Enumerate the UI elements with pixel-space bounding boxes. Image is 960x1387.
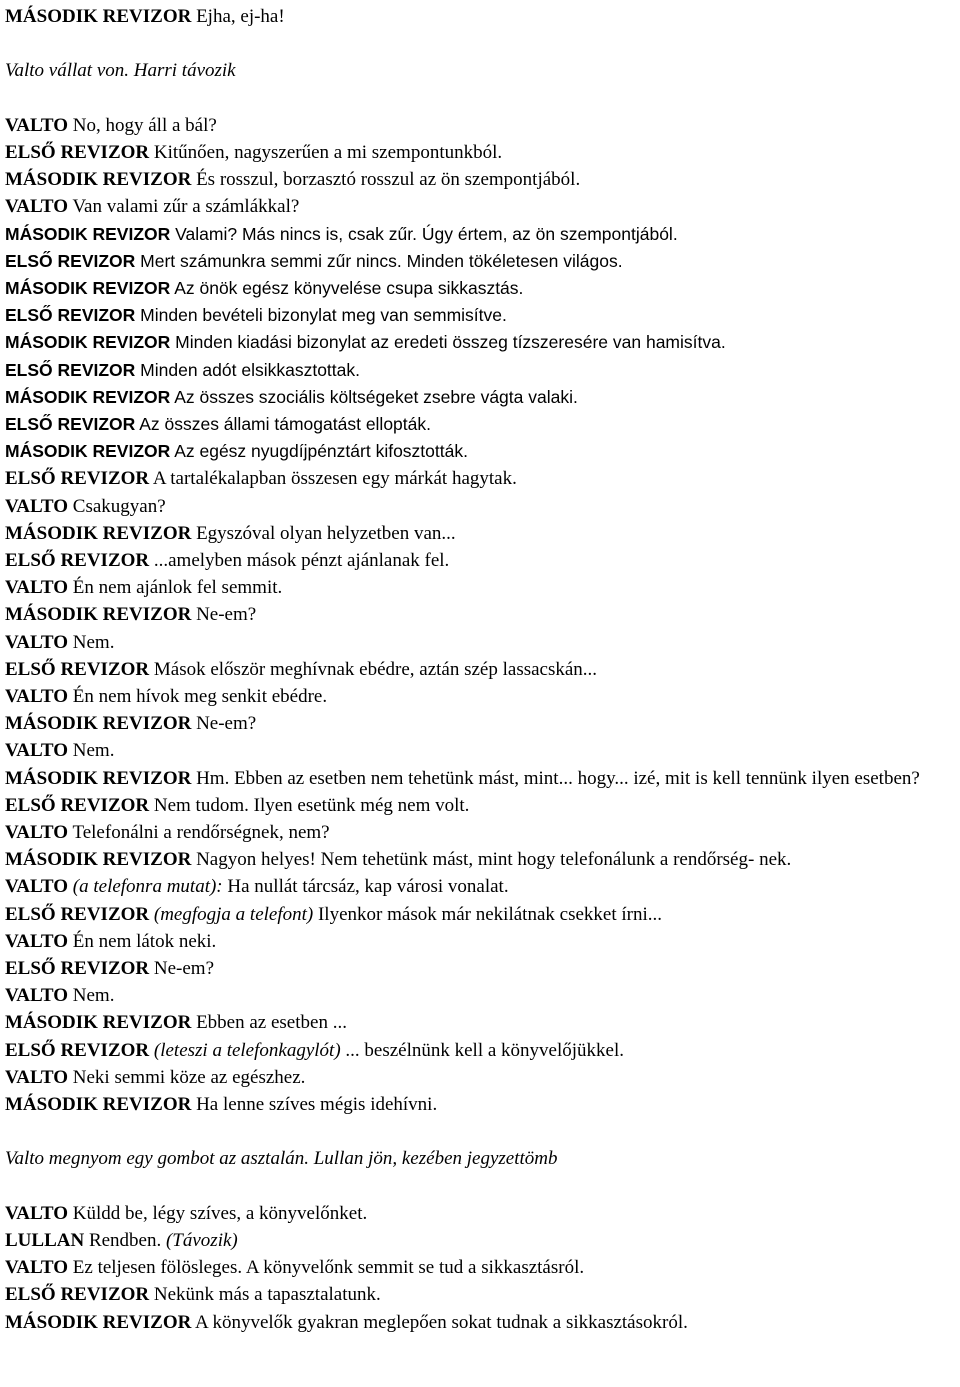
dialogue-line: [5, 221, 957, 248]
dialogue-text: Minden kiadási bizonylat az eredeti összeg tízszeresére van hamisítva.: [170, 332, 726, 353]
dialogue-line: [5, 520, 957, 547]
dialogue-line: [5, 1009, 957, 1036]
speaker-name: ELSŐ REVIZOR: [5, 658, 150, 680]
speaker-name: ELSŐ REVIZOR: [5, 359, 136, 380]
dialogue-text: Én nem hívok meg senkit ebédre.: [68, 686, 328, 708]
speaker-name: VALTO: [5, 822, 69, 844]
dialogue-text: Nem.: [68, 985, 115, 1007]
speaker-name: MÁSODIK REVIZOR: [5, 1012, 192, 1034]
dialogue-text: Kitűnően, nagyszerűen a mi szempontunkból.: [149, 141, 503, 163]
dialogue-line: [5, 329, 957, 356]
dialogue-text: Az összes szociális költségeket zsebre vágta valaki.: [170, 386, 578, 407]
blank-line: [5, 85, 957, 112]
dialogue-line: [5, 710, 957, 737]
dialogue-line: [5, 139, 957, 166]
stage-direction-text: Valto vállat von. Harri távozik: [5, 60, 236, 82]
dialogue-text: Ebben az esetben ...: [191, 1012, 347, 1034]
dialogue-line: [5, 656, 957, 683]
dialogue-line: [5, 928, 957, 955]
dialogue-text: Az önök egész könyvelése csupa sikkasztás.: [170, 278, 524, 298]
dialogue-text: Ne-em?: [191, 604, 257, 626]
speaker-name: MÁSODIK REVIZOR: [5, 169, 192, 191]
speaker-name: MÁSODIK REVIZOR: [5, 223, 171, 244]
dialogue-line: [5, 112, 957, 139]
speaker-name: ELSŐ REVIZOR: [5, 468, 150, 490]
dialogue-line: [5, 465, 957, 492]
dialogue-text: Nem tudom. Ilyen esetünk még nem volt.: [149, 794, 470, 816]
dialogue-text: Nem.: [68, 631, 115, 653]
dialogue-text: Ha nullát tárcsáz, kap városi vonalat.: [222, 876, 509, 898]
stage-direction-inline: (leteszi a telefonkagylót): [149, 1039, 341, 1061]
dialogue-text: Nekünk más a tapasztalatunk.: [149, 1284, 381, 1306]
dialogue-line: [5, 438, 957, 465]
dialogue-line: [5, 384, 957, 411]
dialogue-text: Minden bevételi bizonylat meg van semmisítve.: [135, 305, 507, 326]
speaker-name: MÁSODIK REVIZOR: [5, 849, 192, 871]
speaker-name: VALTO: [5, 1202, 69, 1224]
dialogue-line: [5, 193, 957, 220]
speaker-name: ELSŐ REVIZOR: [5, 1039, 150, 1061]
blank-line: [5, 30, 957, 57]
dialogue-line: [5, 547, 957, 574]
speaker-name: VALTO: [5, 114, 69, 136]
dialogue-text: Nem.: [68, 740, 115, 762]
dialogue-line: [5, 1309, 957, 1336]
blank-line: [5, 1173, 957, 1200]
dialogue-line: [5, 3, 957, 30]
dialogue-text: Rendben.: [84, 1230, 162, 1252]
dialogue-text: Mások először meghívnak ebédre, aztán szép lassacskán...: [149, 658, 598, 680]
speaker-name: VALTO: [5, 1257, 69, 1279]
dialogue-text: Csakugyan?: [68, 495, 166, 517]
speaker-name: ELSŐ REVIZOR: [5, 550, 150, 572]
speaker-name: ELSŐ REVIZOR: [5, 1284, 150, 1306]
dialogue-line: [5, 955, 957, 982]
stage-direction-inline: (a telefonra mutat):: [68, 876, 223, 898]
dialogue-line: [5, 1281, 957, 1308]
speaker-name: MÁSODIK REVIZOR: [5, 713, 192, 735]
dialogue-line: [5, 411, 957, 438]
dialogue-line: [5, 1227, 957, 1254]
speaker-name: ELSŐ REVIZOR: [5, 250, 136, 271]
dialogue-text: ...amelyben mások pénzt ajánlanak fel.: [149, 550, 450, 572]
dialogue-line: [5, 683, 957, 710]
dialogue-line: [5, 765, 957, 792]
dialogue-line: [5, 357, 957, 384]
dialogue-line: [5, 574, 957, 601]
speaker-name: MÁSODIK REVIZOR: [5, 522, 192, 544]
dialogue-text: És rosszul, borzasztó rosszul az ön szempontjából.: [191, 169, 581, 191]
speaker-name: MÁSODIK REVIZOR: [5, 278, 171, 298]
speaker-name: ELSŐ REVIZOR: [5, 414, 136, 435]
speaker-name: VALTO: [5, 930, 69, 952]
speaker-name: MÁSODIK REVIZOR: [5, 441, 171, 462]
dialogue-text: A könyvelők gyakran meglepően sokat tudnak a sikkasztásokról.: [191, 1311, 688, 1333]
dialogue-line: [5, 629, 957, 656]
speaker-name: MÁSODIK REVIZOR: [5, 767, 192, 789]
dialogue-text: Ne-em?: [149, 958, 215, 980]
dialogue-line: [5, 1200, 957, 1227]
dialogue-text: Neki semmi köze az egészhez.: [68, 1066, 306, 1088]
dialogue-text: Mert számunkra semmi zűr nincs. Minden tökéletesen világos.: [135, 250, 623, 271]
dialogue-text: Ejha, ej-ha!: [191, 6, 285, 27]
dialogue-line: [5, 166, 957, 193]
speaker-name: MÁSODIK REVIZOR: [5, 6, 192, 27]
speaker-name: MÁSODIK REVIZOR: [5, 604, 192, 626]
speaker-name: ELSŐ REVIZOR: [5, 141, 150, 163]
dialogue-text: Hm. Ebben az esetben nem tehetünk mást, mint... hogy... izé, mit is kell tennünk ilyen esetben?: [191, 767, 920, 789]
speaker-name: ELSŐ REVIZOR: [5, 305, 136, 326]
dialogue-text: Ilyenkor mások már nekilátnak csekket írni...: [313, 903, 662, 925]
stage-direction: [5, 1145, 957, 1172]
dialogue-line: [5, 982, 957, 1009]
dialogue-line: [5, 1037, 957, 1064]
stage-direction-inline: (megfogja a telefont): [149, 903, 314, 925]
speaker-name: VALTO: [5, 985, 69, 1007]
dialogue-text: Egyszóval olyan helyzetben van...: [191, 522, 456, 544]
speaker-name: VALTO: [5, 631, 69, 653]
speaker-name: ELSŐ REVIZOR: [5, 903, 150, 925]
dialogue-text: A tartalékalapban összesen egy márkát hagytak.: [149, 468, 517, 490]
dialogue-text: Küldd be, légy szíves, a könyvelőnket.: [68, 1202, 368, 1224]
dialogue-text: Van valami zűr a számlákkal?: [68, 196, 300, 218]
dialogue-text: Én nem ajánlok fel semmit.: [68, 577, 283, 599]
speaker-name: VALTO: [5, 876, 69, 898]
dialogue-text: No, hogy áll a bál?: [68, 114, 217, 136]
speaker-name: VALTO: [5, 196, 69, 218]
speaker-name: VALTO: [5, 577, 69, 599]
dialogue-line: [5, 846, 957, 873]
dialogue-text: Én nem látok neki.: [68, 930, 217, 952]
dialogue-text: Az összes állami támogatást ellopták.: [135, 414, 431, 435]
speaker-name: MÁSODIK REVIZOR: [5, 332, 171, 353]
stage-direction-inline: (Távozik): [161, 1230, 238, 1252]
blank-line: [5, 1118, 957, 1145]
dialogue-line: [5, 737, 957, 764]
dialogue-line: [5, 302, 957, 329]
dialogue-text: Valami? Más nincs is, csak zűr. Úgy értem, az ön szempontjából.: [170, 223, 678, 244]
speaker-name: LULLAN: [5, 1230, 85, 1252]
dialogue-line: [5, 1254, 957, 1281]
dialogue-text: Ha lenne szíves mégis idehívni.: [191, 1094, 438, 1116]
dialogue-line: [5, 493, 957, 520]
dialogue-line: [5, 819, 957, 846]
speaker-name: VALTO: [5, 686, 69, 708]
stage-direction: [5, 57, 957, 84]
speaker-name: ELSŐ REVIZOR: [5, 958, 150, 980]
speaker-name: VALTO: [5, 1066, 69, 1088]
speaker-name: MÁSODIK REVIZOR: [5, 386, 171, 407]
dialogue-text: ... beszélnünk kell a könyvelőjükkel.: [340, 1039, 625, 1061]
speaker-name: MÁSODIK REVIZOR: [5, 1311, 192, 1333]
dialogue-text: Az egész nyugdíjpénztárt kifosztották.: [170, 441, 468, 462]
dialogue-text: Telefonálni a rendőrségnek, nem?: [68, 822, 330, 844]
script-page: [5, 3, 957, 1336]
dialogue-line: [5, 873, 957, 900]
dialogue-text: Nagyon helyes! Nem tehetünk mást, mint hogy telefonálunk a rendőrség- nek.: [191, 849, 792, 871]
speaker-name: MÁSODIK REVIZOR: [5, 1094, 192, 1116]
speaker-name: VALTO: [5, 495, 69, 517]
dialogue-line: [5, 1064, 957, 1091]
speaker-name: ELSŐ REVIZOR: [5, 794, 150, 816]
dialogue-line: [5, 601, 957, 628]
dialogue-line: [5, 901, 957, 928]
dialogue-line: [5, 275, 957, 302]
dialogue-text: Minden adót elsikkasztottak.: [135, 359, 360, 380]
dialogue-line: [5, 1091, 957, 1118]
dialogue-line: [5, 792, 957, 819]
dialogue-line: [5, 248, 957, 275]
stage-direction-text: Valto megnyom egy gombot az asztalán. Lullan jön, kezében jegyzettömb: [5, 1148, 558, 1170]
dialogue-text: Ez teljesen fölösleges. A könyvelőnk semmit se tud a sikkasztásról.: [68, 1257, 585, 1279]
dialogue-text: Ne-em?: [191, 713, 257, 735]
speaker-name: VALTO: [5, 740, 69, 762]
